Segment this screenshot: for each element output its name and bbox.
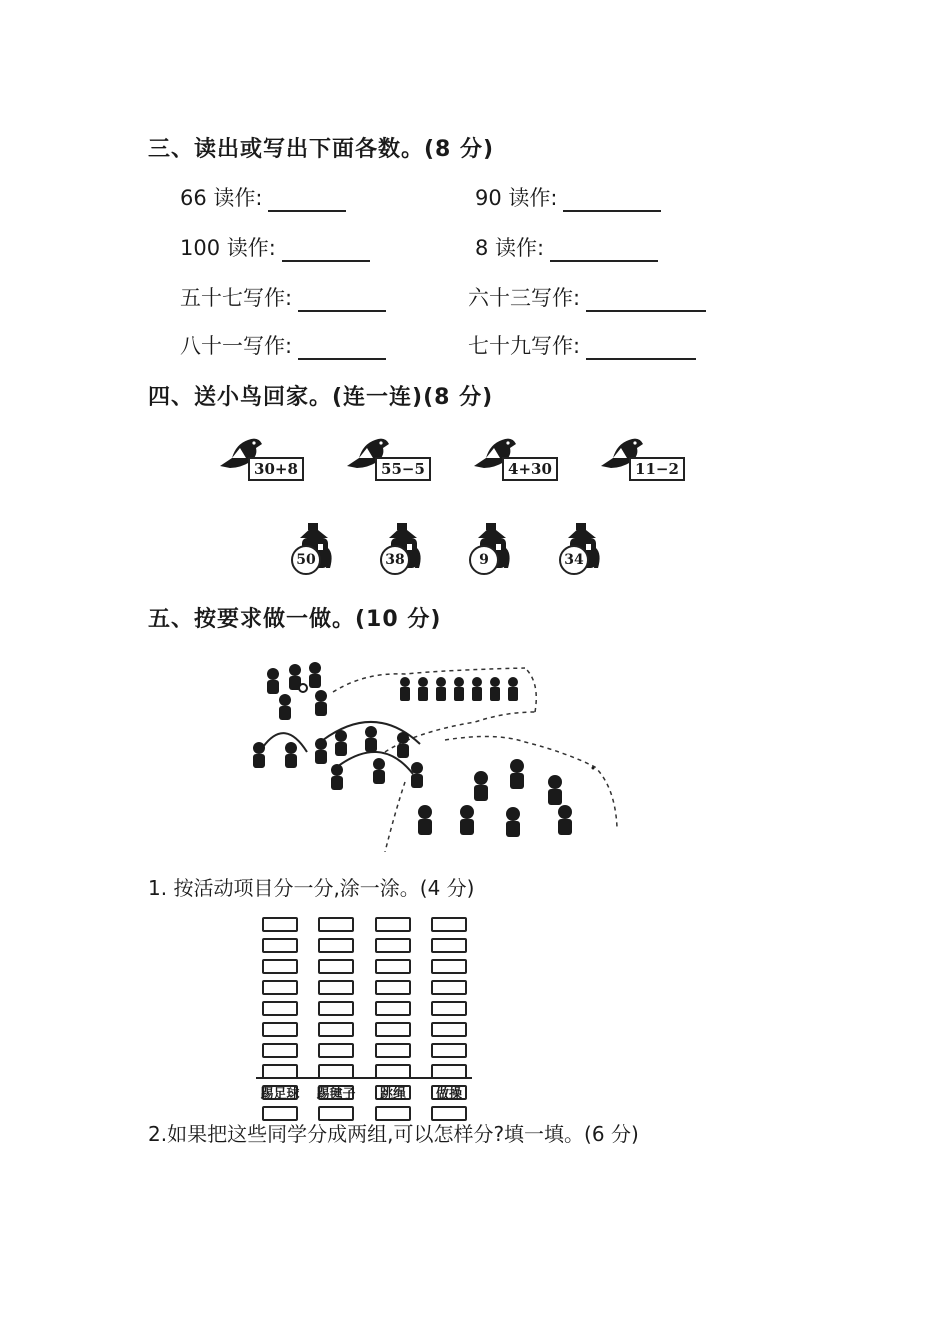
tally-cell[interactable] (262, 938, 298, 953)
tally-cell[interactable] (431, 980, 467, 995)
tally-cell[interactable] (318, 1022, 354, 1037)
answer-blank[interactable] (550, 238, 658, 262)
tally-cell[interactable] (375, 1043, 411, 1058)
house-4[interactable] (556, 520, 616, 580)
item-100: 100 读作: (180, 232, 370, 262)
tally-cell[interactable] (375, 917, 411, 932)
house-2[interactable] (377, 520, 437, 580)
tally-cell[interactable] (318, 938, 354, 953)
question-2: 2.如果把这些同学分成两组,可以怎样分?填一填。(6 分) (148, 1122, 639, 1146)
tally-cell[interactable] (318, 980, 354, 995)
bird-equation: 30+8 (248, 457, 304, 481)
bird-3[interactable] (472, 432, 572, 482)
tally-cell[interactable] (262, 1043, 298, 1058)
house-number: 38 (380, 545, 410, 575)
tally-cell[interactable] (318, 1001, 354, 1016)
tally-cell[interactable] (262, 959, 298, 974)
tally-cell[interactable] (262, 1022, 298, 1037)
item-79: 七十九写作: (468, 330, 696, 360)
column-label: 跳绳 (379, 1087, 406, 1102)
item-57: 五十七写作: (180, 282, 386, 312)
tally-cell[interactable] (431, 1001, 467, 1016)
tally-cell[interactable] (375, 980, 411, 995)
item-66: 66 读作: (180, 182, 346, 212)
bird-2[interactable] (345, 432, 445, 482)
column-label: 做操 (435, 1087, 462, 1102)
tally-cell[interactable] (262, 1001, 298, 1016)
tally-cell[interactable] (375, 1022, 411, 1037)
tally-cell[interactable] (262, 917, 298, 932)
chart-baseline (256, 1077, 472, 1079)
section5-title: 五、按要求做一做。(10 分) (148, 607, 442, 632)
tally-cell[interactable] (375, 959, 411, 974)
house-1[interactable] (288, 520, 348, 580)
item-8: 8 读作: (475, 232, 658, 262)
answer-blank[interactable] (298, 288, 386, 312)
answer-blank[interactable] (586, 288, 706, 312)
item-90: 90 读作: (475, 182, 661, 212)
tally-cell[interactable] (318, 959, 354, 974)
section3-title: 三、读出或写出下面各数。(8 分) (148, 137, 495, 162)
bird-1[interactable] (218, 432, 318, 482)
tally-cell[interactable] (375, 938, 411, 953)
tally-cell[interactable] (318, 1043, 354, 1058)
house-number: 9 (469, 545, 499, 575)
tally-cell[interactable] (431, 959, 467, 974)
section4-title: 四、送小鸟回家。(连一连)(8 分) (148, 385, 494, 410)
answer-blank[interactable] (298, 336, 386, 360)
activity-illustration (245, 652, 625, 852)
answer-blank[interactable] (586, 336, 696, 360)
column-label: 踢毽子 (316, 1087, 356, 1102)
bird-equation: 55−5 (375, 457, 431, 481)
column-label: 踢足球 (260, 1087, 300, 1102)
tally-cell[interactable] (262, 980, 298, 995)
tally-cell[interactable] (431, 1043, 467, 1058)
tally-chart (256, 917, 472, 1107)
bird-equation: 11−2 (629, 457, 685, 481)
answer-blank[interactable] (268, 188, 346, 212)
tally-cell[interactable] (431, 938, 467, 953)
answer-blank[interactable] (282, 238, 370, 262)
tally-cell[interactable] (431, 917, 467, 932)
question-1: 1. 按活动项目分一分,涂一涂。(4 分) (148, 876, 475, 900)
house-number: 50 (291, 545, 321, 575)
bird-equation: 4+30 (502, 457, 558, 481)
bird-4[interactable] (599, 432, 699, 482)
tally-cell[interactable] (318, 917, 354, 932)
answer-blank[interactable] (563, 188, 661, 212)
house-3[interactable] (466, 520, 526, 580)
item-63: 六十三写作: (468, 282, 706, 312)
house-number: 34 (559, 545, 589, 575)
tally-cell[interactable] (375, 1001, 411, 1016)
tally-cell[interactable] (431, 1022, 467, 1037)
item-81: 八十一写作: (180, 330, 386, 360)
